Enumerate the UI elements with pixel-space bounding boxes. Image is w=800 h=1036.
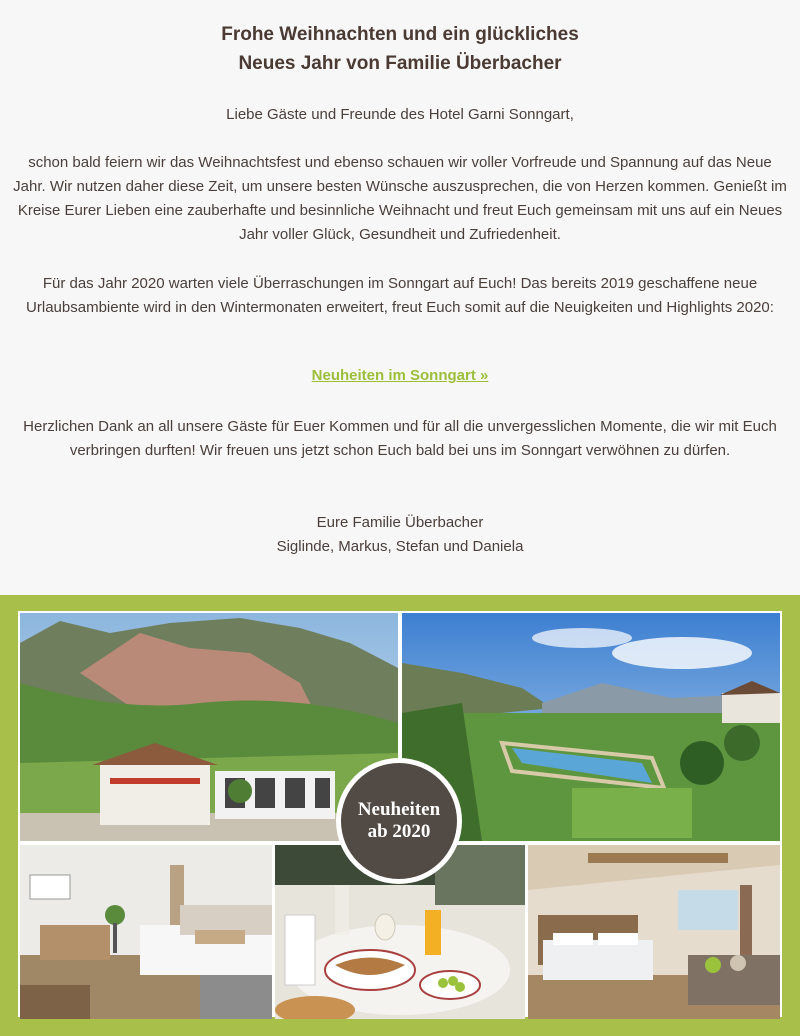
greeting-title: [0, 20, 800, 78]
badge-line-1: Neuheiten: [357, 799, 441, 820]
paragraph-news: Für das Jahr 2020 warten viele Überraschungen im Sonngart auf Euch! Das bereits 2019 geschaffene neue Urlaubsambiente wird in den Wintermonaten erweitert, freut Euch somit auf die Neuigkeiten und Highlights 2020:: [26, 275, 774, 316]
signature-family: Eure Familie Überbacher: [316, 514, 484, 531]
news-badge-inner: [341, 763, 457, 879]
news-link[interactable]: Neuheiten im Sonngart »: [311, 367, 489, 384]
paragraph-thanks: Herzlichen Dank an all unsere Gäste für Euer Kommen und für all die unvergesslichen Momente, die wir mit Euch verbringen durften! Wir freuen uns jetzt schon Euch bald bei uns im Sonngart verwöhnen zu dürfen.: [23, 418, 777, 459]
title-line-2: Neues Jahr von Familie Überbacher: [238, 53, 562, 74]
salutation: Liebe Gäste und Freunde des Hotel Garni Sonngart,: [226, 106, 574, 123]
badge-line-2: ab 2020: [367, 821, 431, 842]
signature-names: Siglinde, Markus, Stefan und Daniela: [276, 538, 524, 555]
paragraph-wishes: schon bald feiern wir das Weihnachtsfest und ebenso schauen wir voller Vorfreude und Spannung auf das Neue Jahr. Wir nutzen daher diese Zeit, um unsere besten Wünsche auszusprechen, die von Herzen kommen. Genießt im Kreise Eurer Lieben eine zauberhafte und besinnliche Weihnacht und freut Euch gemeinsam mit uns auf ein Neues Jahr voller Glück, Gesundheit und Zufriedenheit.: [13, 154, 787, 243]
title-line-1: Frohe Weihnachten und ein glückliches: [221, 24, 579, 45]
photo-room-modern: [20, 845, 272, 1019]
news-badge: [336, 758, 462, 884]
photo-room-classic: [528, 845, 780, 1019]
